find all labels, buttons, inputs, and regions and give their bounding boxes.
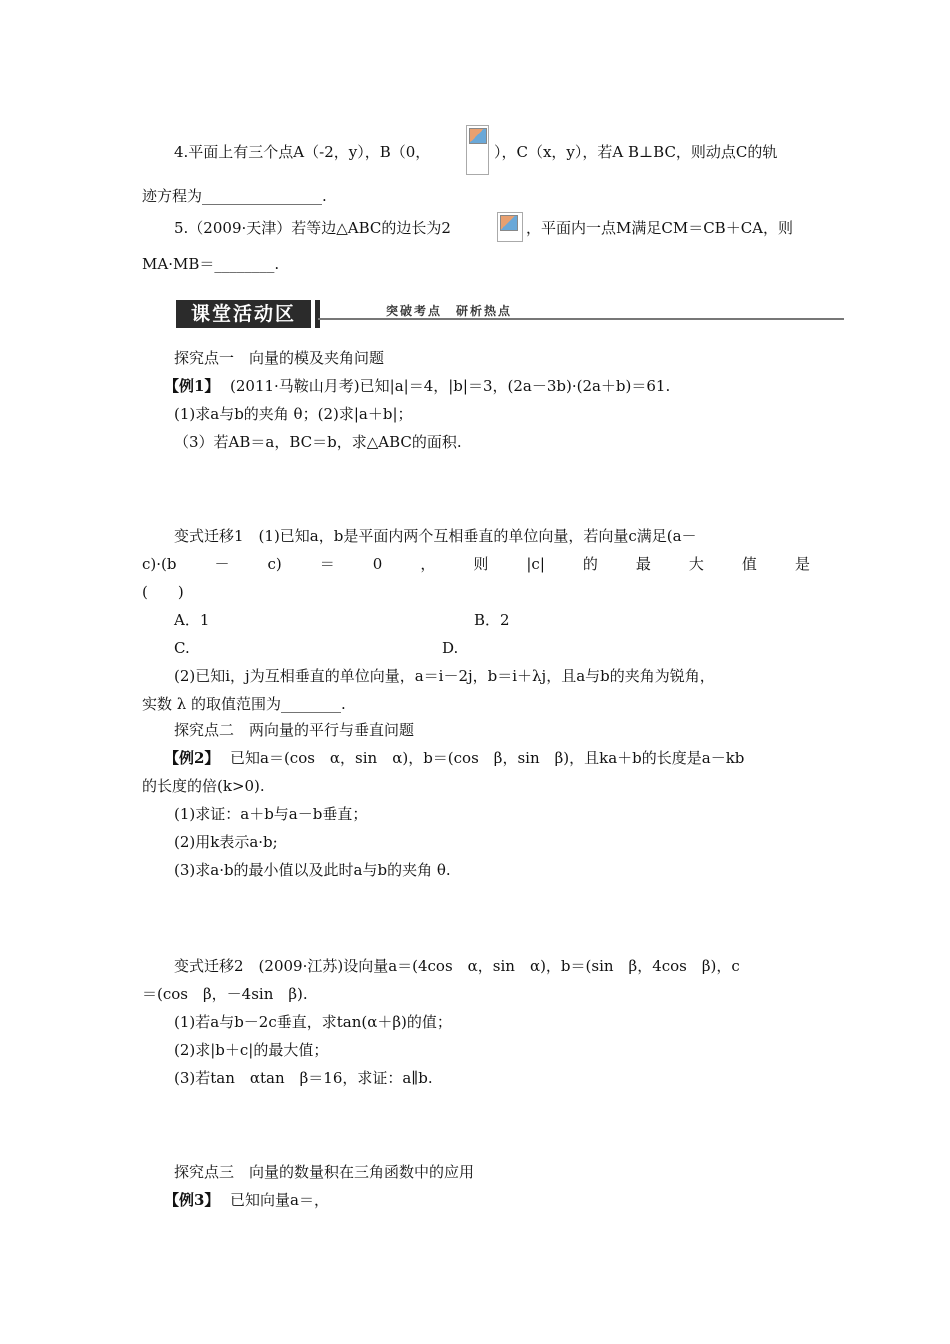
- section-banner-title: 课堂活动区: [176, 300, 311, 328]
- example1-q3: （3）若AB＝a，BC＝b，求△ABC的面积.: [174, 433, 462, 451]
- section-banner-subtitle: 突破考点 研析热点: [386, 304, 513, 318]
- variant2-q3: (3)若tan αtan β＝16，求证：a∥b.: [174, 1069, 433, 1087]
- example2-tag: 【例2】: [164, 749, 220, 767]
- v1-part: －: [214, 555, 230, 573]
- option-c: C.: [174, 639, 190, 657]
- option-a: A．1: [174, 611, 210, 629]
- point1-heading: 探究点一 向量的模及夹角问题: [174, 349, 385, 367]
- variant2-q1: (1)若a与b－2c垂直，求tan(α＋β)的值；: [174, 1013, 452, 1031]
- point3-heading: 探究点三 向量的数量积在三角函数中的应用: [174, 1163, 475, 1181]
- v1-part: 值: [741, 555, 757, 573]
- v1-part: 大: [688, 555, 704, 573]
- formula-image-icon: [497, 212, 523, 242]
- variant1-q2-line2: 实数 λ 的取值范围为________.: [142, 695, 346, 713]
- v1-part: 0: [372, 555, 383, 573]
- banner-divider: [318, 318, 844, 320]
- example2-q1: (1)求证：a＋b与a－b垂直；: [174, 805, 368, 823]
- q4-line2: 迹方程为________________.: [142, 187, 327, 205]
- v1-part: c): [267, 555, 282, 573]
- variant1-q2-line1: (2)已知i，j为互相垂直的单位向量，a＝i－2j，b＝i＋λj，且a与b的夹角为锐角，: [174, 667, 715, 685]
- q4-line1b: ），C（x，y），若A B⊥BC，则动点C的轨: [494, 143, 778, 161]
- example3-tag: 【例3】: [164, 1191, 220, 1209]
- variant1-line1: 变式迁移1 (1)已知a，b是平面内两个互相垂直的单位向量，若向量c满足(a－: [174, 527, 697, 545]
- point2-heading: 探究点二 两向量的平行与垂直问题: [174, 721, 415, 739]
- formula-image-icon: [466, 125, 489, 175]
- q4-line1a: 4.平面上有三个点A（-2，y），B（0，: [174, 143, 431, 161]
- example1-q1: (1)求a与b的夹角 θ；(2)求|a＋b|；: [174, 405, 413, 423]
- option-d: D.: [442, 639, 459, 657]
- example1-tag: 【例1】: [164, 377, 220, 395]
- v1-part: 最: [635, 555, 651, 573]
- v1-part: ，: [420, 555, 436, 573]
- variant1-line2: [142, 554, 810, 574]
- v1-part: c)·(b: [142, 555, 177, 573]
- variant2-line2: ＝(cos β，－4sin β).: [142, 985, 308, 1003]
- variant2-q2: (2)求|b＋c|的最大值；: [174, 1041, 329, 1059]
- q5-line1b: ，平面内一点M满足CM＝CB＋CA，则: [526, 219, 794, 237]
- v1-part: ＝: [319, 555, 335, 573]
- example2-line1: 已知a＝(cos α，sin α)，b＝(cos β，sin β)，且ka＋b的长度是a－kb: [230, 749, 745, 767]
- q5-line1a: 5.（2009·天津）若等边△ABC的边长为2: [174, 219, 451, 237]
- v1-part: |c|: [526, 555, 545, 573]
- variant2-line1: 变式迁移2 (2009·江苏)设向量a＝(4cos α，sin α)，b＝(sin β，4cos β)，c: [174, 957, 740, 975]
- example2-q3: (3)求a·b的最小值以及此时a与b的夹角 θ.: [174, 861, 451, 879]
- example1-text: (2011·马鞍山月考)已知|a|＝4，|b|＝3，(2a－3b)·(2a＋b)＝61.: [230, 377, 671, 395]
- option-b: B．2: [474, 611, 510, 629]
- v1-part: 则: [473, 555, 489, 573]
- example3-text: 已知向量a＝，: [230, 1191, 329, 1209]
- example2-line2: 的长度的倍(k>0).: [142, 777, 265, 795]
- v1-part: 的: [582, 555, 598, 573]
- variant1-line3: ( ): [142, 583, 184, 601]
- example2-q2: (2)用k表示a·b;: [174, 833, 278, 851]
- v1-part: 是: [794, 555, 810, 573]
- q5-line2: MA·MB＝________.: [142, 255, 280, 273]
